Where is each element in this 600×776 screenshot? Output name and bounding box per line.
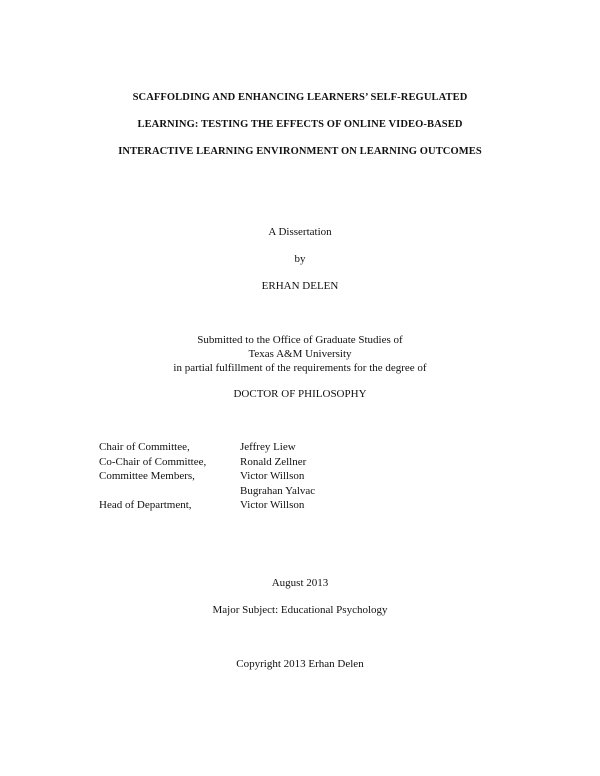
committee-row [99,440,380,455]
committee-member-name: Victor Willson [240,499,305,511]
committee-member-name: Ronald Zellner [240,455,307,468]
committee-role: Head of Department, [99,499,192,511]
committee-role: Co-Chair of Committee, [99,455,207,468]
major-subject: Major Subject: Educational Psychology [212,604,388,616]
committee-row [99,484,380,499]
committee-role [99,484,240,499]
committee-role: Committee Members, [99,470,195,482]
title-line-3: INTERACTIVE LEARNING ENVIRONMENT ON LEARNING OUTCOMES [118,146,482,157]
committee-row [99,498,380,513]
committee-row [99,469,380,484]
committee-member-name: Victor Willson [240,470,305,482]
degree-name: DOCTOR OF PHILOSOPHY [233,388,367,400]
submission-line-2: Texas A&M University [248,348,352,360]
date: August 2013 [271,577,329,589]
document-type: A Dissertation [268,226,332,238]
committee-list [99,440,380,513]
committee-member-name: Bugrahan Yalvac [240,484,316,497]
title-line-1: SCAFFOLDING AND ENHANCING LEARNERS’ SELF-REGULATED [132,92,468,103]
submission-line-1: Submitted to the Office of Graduate Studies of [197,334,403,346]
copyright-notice: Copyright 2013 Erhan Delen [236,658,364,670]
committee-row [99,455,380,470]
committee-member-name: Jeffrey Liew [240,441,296,453]
author-name: ERHAN DELEN [261,280,339,292]
committee-role: Chair of Committee, [99,441,190,453]
title-line-2: LEARNING: TESTING THE EFFECTS OF ONLINE VIDEO-BASED [137,119,463,130]
by-label: by [294,253,306,265]
submission-line-3: in partial fulfillment of the requirements for the degree of [173,362,427,374]
